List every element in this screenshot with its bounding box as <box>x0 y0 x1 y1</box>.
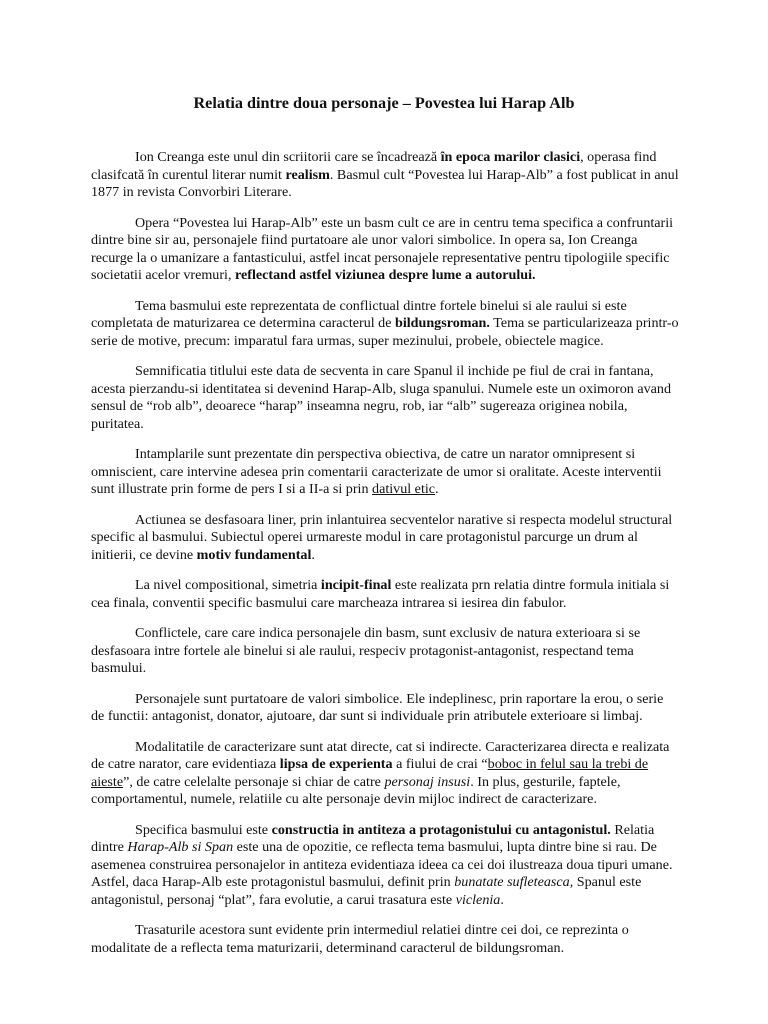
paragraph <box>91 298 680 351</box>
text-run: La nivel compositional, simetria <box>135 577 321 593</box>
text-run: Intamplarile sunt prezentate din perspectiva obiectiva, de catre un narator omnipresent si omniscient, care intervine adesea prin comentarii caracterizate de umor si oralitate. Aceste interventii sunt illustrate prin forme de pers I si a II-a si prin <box>91 446 662 497</box>
text-run: constructia in antiteza a protagonistului cu antagonistul. <box>271 821 611 838</box>
text-run: lipsa de experienta <box>279 756 393 772</box>
text-run: Semnificatia titlului este data de secventa in care Spanul il inchide pe fiul de crai in fantana, acesta pierzandu-si identitatea si devenind Harap-Alb, sluga spanului. Numele este un oximoron avand sensul de “rob alb”, deoarece “harap” inseamna negru, rob, iar “alb” sugereaza originea nobila, puritatea. <box>91 363 672 432</box>
text-run: Tema basmului este reprezentata de conflictual dintre fortele binelui si ale raului si este completata de maturizarea ce determina caracterul de <box>91 297 627 331</box>
text-run: Ion Creanga este unul din scriitorii care se încadrează <box>135 149 441 165</box>
text-run: Personajele sunt purtatoare de valori simbolice. Ele indeplinesc, prin raportare la erou, o serie de functii: antagonist, donator, ajutoare, dar sunt si individuale prin atributele exterioare si limbaj. <box>91 690 664 724</box>
paragraph <box>91 363 680 433</box>
text-run: Opera “Povestea lui Harap-Alb” este un basm cult ce are in centru tema specifica a confruntarii dintre bine sir au, personajele fiind purtatoare ale unor valori simbolice. In opera sa, Ion Creanga recurge la o umanizare a fantasticului, astfel incat personajele representative pentru tipologiile specific societatii acelor vremuri, <box>91 214 674 283</box>
text-run: . In plus, gesturile, faptele, comportamentul, numele, relatiile cu alte personaje devin mijloc indirect de caracterizare. <box>91 773 621 807</box>
text-run: viclenia <box>455 891 501 908</box>
paragraph <box>91 691 680 726</box>
paragraph <box>91 512 680 565</box>
text-run: este una de opozitie, ce reflecta tema basmului, lupta dintre bine si rau. De asemenea construirea personajelor in antiteza evidentiaza ideea ca cei doi ilustreaza doua tipuri umane. Astfel, daca Harap-Alb este protagonistul basmului, definit prin <box>91 839 673 890</box>
document-title: Relatia dintre doua personaje – Povestea lui Harap Alb <box>193 94 575 112</box>
text-run: Modalitatile de caracterizare sunt atat directe, cat si indirecte. Caracterizarea directa e realizata de catre narator, care evidentiaza <box>91 738 670 772</box>
text-run: motiv fundamental <box>196 546 312 563</box>
text-run: Tema se particularizeaza printr-o serie de motive, precum: imparatul fara urmas, super mezinului, probele, obiectele magice. <box>91 315 679 349</box>
text-run: dativul etic <box>372 481 436 497</box>
text-run: Harap-Alb si Span <box>127 839 234 855</box>
text-run: . <box>435 481 439 497</box>
text-run: incipit-final <box>320 577 392 593</box>
text-run: . <box>311 546 315 563</box>
text-run: Trasaturile acestora sunt evidente prin intermediul relatiei dintre cei doi, ce reprezinta o modalitate de a reflecta tema maturizarii, determinand caracterul de bildungsroman. <box>91 922 629 956</box>
text-run: . Basmul cult “Povestea lui Harap-Alb” a fost publicat in anul 1877 in revista Convorbiri Literare. <box>91 166 679 200</box>
text-run: . <box>500 891 504 908</box>
text-run: ”, de catre celelalte personaje si chiar de catre <box>123 773 385 790</box>
text-run: a fiului de crai “ <box>392 756 488 772</box>
text-run: Relatia dintre <box>91 821 655 855</box>
text-run: , operasa find clasifcată în curentul literar numit <box>91 149 657 183</box>
text-run: este realizata prn relatia dintre formula initiala si cea finala, conventii specific basmului care marcheaza intrarea si iesirea din fabulor. <box>91 577 670 611</box>
paragraph <box>91 149 680 202</box>
paragraph <box>91 577 680 612</box>
text-run: Conflictele, care care indica personajele din basm, sunt exclusiv de natura exterioara si se desfasoara intre fortele ale binelui si ale raului, respeciv protagonist-antagonist, respectand tema basmului. <box>91 625 641 676</box>
text-run: realism <box>285 166 330 183</box>
text-run: , Spanul este antagonistul, personaj “plat”, fara evolutie, a carui trasatura este <box>91 874 642 908</box>
text-run: Specifica basmului este <box>135 821 272 838</box>
paragraph <box>91 739 680 809</box>
text-run: reflectand astfel viziunea despre lume a autorului. <box>235 267 536 283</box>
text-run: bunatate sufleteasca <box>454 874 570 890</box>
paragraph <box>91 822 680 910</box>
text-run: bildungsroman. <box>395 315 490 331</box>
text-run: în epoca marilor clasici <box>440 149 581 165</box>
document-body <box>91 149 680 970</box>
paragraph <box>91 625 680 678</box>
paragraph <box>91 446 680 499</box>
text-run: personaj insusi <box>384 773 471 790</box>
text-run: Actiunea se desfasoara liner, prin inlantuirea secventelor narative si respecta modelul structural specific al basmului. Subiectul operei urmareste modul in care protagonistul parcurge un drum al initierii, ce devine <box>91 511 673 563</box>
text-run: boboc in felul sau la trebi de aieste <box>91 756 649 790</box>
paragraph <box>91 215 680 285</box>
paragraph <box>91 922 680 957</box>
